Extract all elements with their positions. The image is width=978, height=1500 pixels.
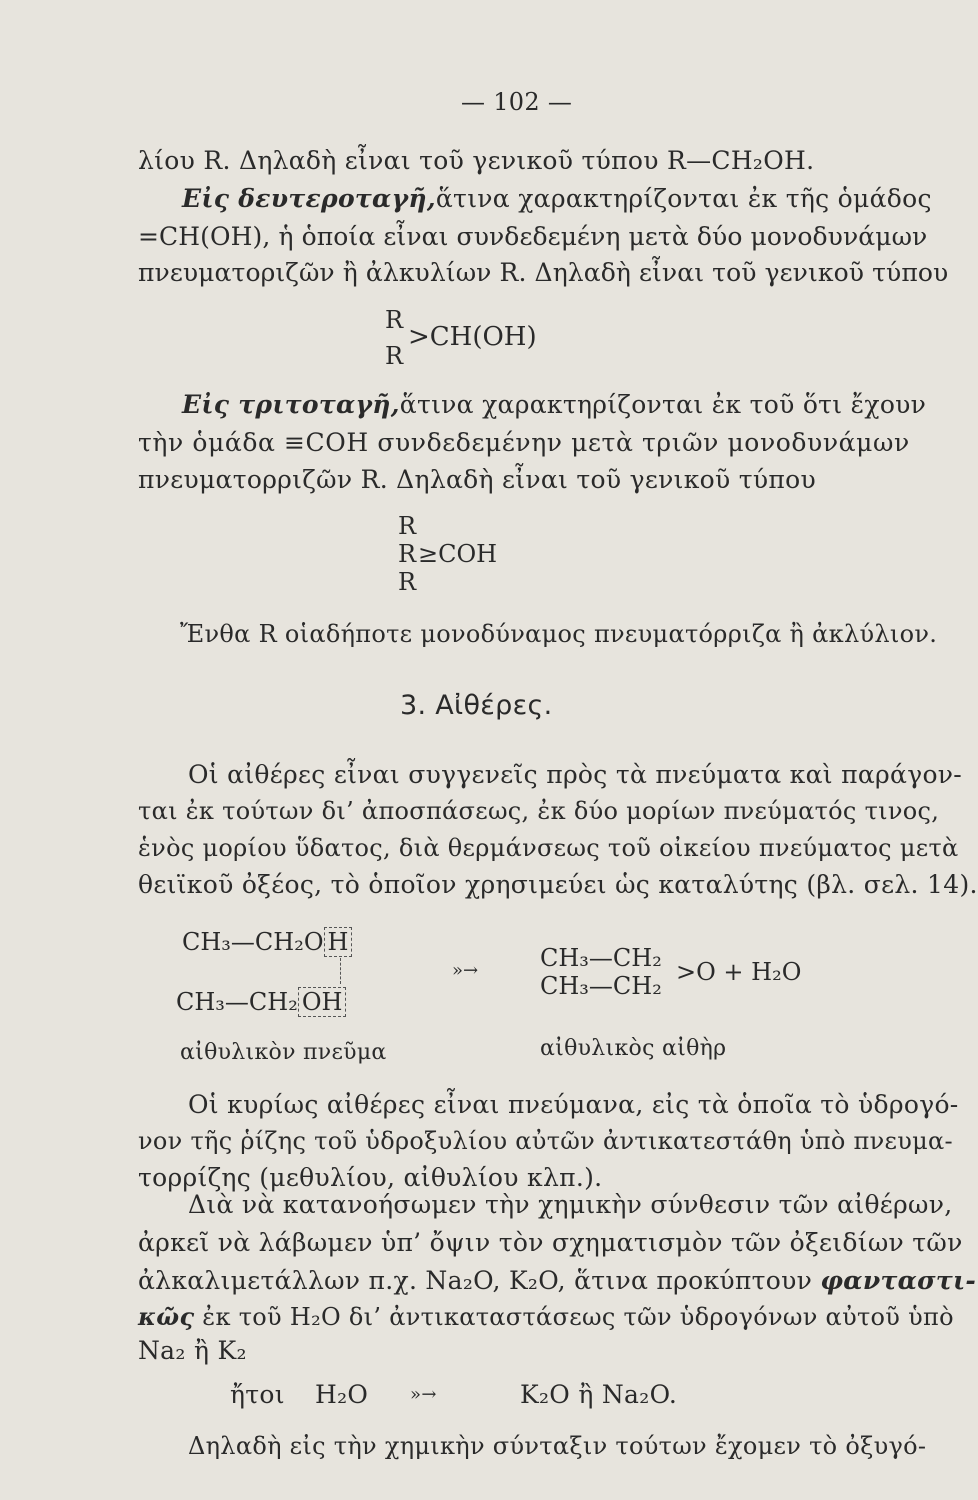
text-line: ἀρκεῖ νὰ λάβωμεν ὑπ’ ὄψιν τὸν σχηματισμὸν τῶν ὀξειδίων τῶν xyxy=(138,1228,963,1257)
formula-r3: R xyxy=(398,568,417,596)
hydroxyl-box: OH xyxy=(298,987,347,1017)
label-left: αἰθυλικὸν πνεῦμα xyxy=(180,1040,387,1065)
eq-arrow: »→ xyxy=(410,1384,437,1405)
text-line xyxy=(138,1302,954,1331)
bold-term: κῶς xyxy=(138,1302,195,1331)
bold-term: Εἰς δευτεροταγῆ, xyxy=(182,184,436,213)
text-span: ἅτινα χαρακτηρίζονται ἐκ τοῦ ὅτι ἔχουν xyxy=(399,390,927,419)
text-line: Οἱ αἰθέρες εἶναι συγγενεῖς πρὸς τὰ πνεύματα καὶ παράγον- xyxy=(188,760,963,789)
text-span: ἅτινα χαρακτηρίζονται ἐκ τῆς ὁμάδος xyxy=(435,184,932,213)
bold-term: φανταστι- xyxy=(820,1266,977,1295)
text-line: πνευματορριζῶν R. Δηλαδὴ εἶναι τοῦ γενικοῦ τύπου xyxy=(138,465,816,494)
eq-prefix: ἤτοι xyxy=(230,1380,285,1409)
text-line: Na₂ ἢ K₂ xyxy=(138,1336,247,1365)
text-line xyxy=(182,184,932,213)
reaction-left-top xyxy=(182,928,352,956)
formula-group: >CH(OH) xyxy=(408,322,537,352)
bold-term: Εἰς τριτοταγῆ, xyxy=(182,390,400,419)
formula-group: ≥COH xyxy=(418,540,498,568)
text-span: ἀλκαλιμετάλλων π.χ. Na₂O, K₂O, ἅτινα προκύπτουν xyxy=(138,1266,813,1295)
reaction-left-bottom xyxy=(176,988,346,1016)
formula-r2: R xyxy=(398,540,417,568)
text-line xyxy=(182,390,927,419)
product-group: >O + H₂O xyxy=(676,958,802,986)
product-top: CH₃—CH₂ xyxy=(540,944,662,972)
text-line: Δηλαδὴ εἰς τὴν χημικὴν σύνταξιν τούτων ἔχομεν τὸ ὀξυγό- xyxy=(188,1432,927,1460)
text-line: θειϊκοῦ ὀξέος, τὸ ὁποῖον χρησιμεύει ὡς καταλύτης (βλ. σελ. 14). xyxy=(138,870,978,899)
reactant-bottom: CH₃—CH₂ xyxy=(176,988,298,1016)
text-line: νον τῆς ῥίζης τοῦ ὑδροξυλίου αὐτῶν ἀντικατεστάθη ὑπὸ πνευμα- xyxy=(138,1127,953,1155)
section-heading: 3. Αἰθέρες. xyxy=(400,690,553,721)
text-line xyxy=(138,1266,976,1295)
text-line: λίου R. Δηλαδὴ εἶναι τοῦ γενικοῦ τύπου R—CH₂OH. xyxy=(138,146,815,175)
text-line: πνευματοριζῶν ἢ ἀλκυλίων R. Δηλαδὴ εἶναι τοῦ γενικοῦ τύπου xyxy=(138,258,949,287)
reaction-arrow: »→ xyxy=(452,960,479,981)
text-line: Διὰ νὰ κατανοήσωμεν τὴν χημικὴν σύνθεσιν τῶν αἰθέρων, xyxy=(188,1190,953,1219)
eq-right: K₂O ἢ Na₂O. xyxy=(520,1380,678,1409)
page-number: — 102 — xyxy=(461,88,573,116)
bracket-line xyxy=(340,958,341,984)
text-line: Ἔνθα R οἱαδήποτε μονοδύναμος πνευματόρριζα ἢ ἀκλύλιον. xyxy=(180,620,938,648)
product-bottom: CH₃—CH₂ xyxy=(540,972,662,1000)
reactant-top: CH₃—CH₂O xyxy=(182,928,324,956)
eq-left: H₂O xyxy=(315,1380,369,1409)
label-right: αἰθυλικὸς αἰθὴρ xyxy=(540,1036,727,1061)
text-line: τὴν ὁμάδα ≡COH συνδεδεμένην μετὰ τριῶν μονοδυνάμων xyxy=(138,428,910,457)
text-line: ται ἐκ τούτων δι’ ἀποσπάσεως, ἐκ δύο μορίων πνεύματός τινος, xyxy=(138,797,940,825)
text-line: Οἱ κυρίως αἰθέρες εἶναι πνεύμανα, εἰς τὰ ὁποῖα τὸ ὑδρογό- xyxy=(188,1090,959,1119)
text-span: ἐκ τοῦ H₂O δι’ ἀντικαταστάσεως τῶν ὑδρογόνων αὐτοῦ ὑπὸ xyxy=(202,1303,954,1331)
hydrogen-box: H xyxy=(324,927,353,957)
formula-r1: R xyxy=(398,512,417,540)
text-line: τορρίζης (μεθυλίου, αἰθυλίου κλπ.). xyxy=(138,1163,603,1192)
text-line: ἑνὸς μορίου ὕδατος, διὰ θερμάνσεως τοῦ οἰκείου πνεύματος μετὰ xyxy=(138,834,959,862)
formula-r-bottom: R xyxy=(385,342,404,370)
formula-r-top: R xyxy=(385,306,404,334)
text-line: =CH(OH), ἡ ὁποία εἶναι συνδεδεμένη μετὰ δύο μονοδυνάμων xyxy=(138,222,928,251)
